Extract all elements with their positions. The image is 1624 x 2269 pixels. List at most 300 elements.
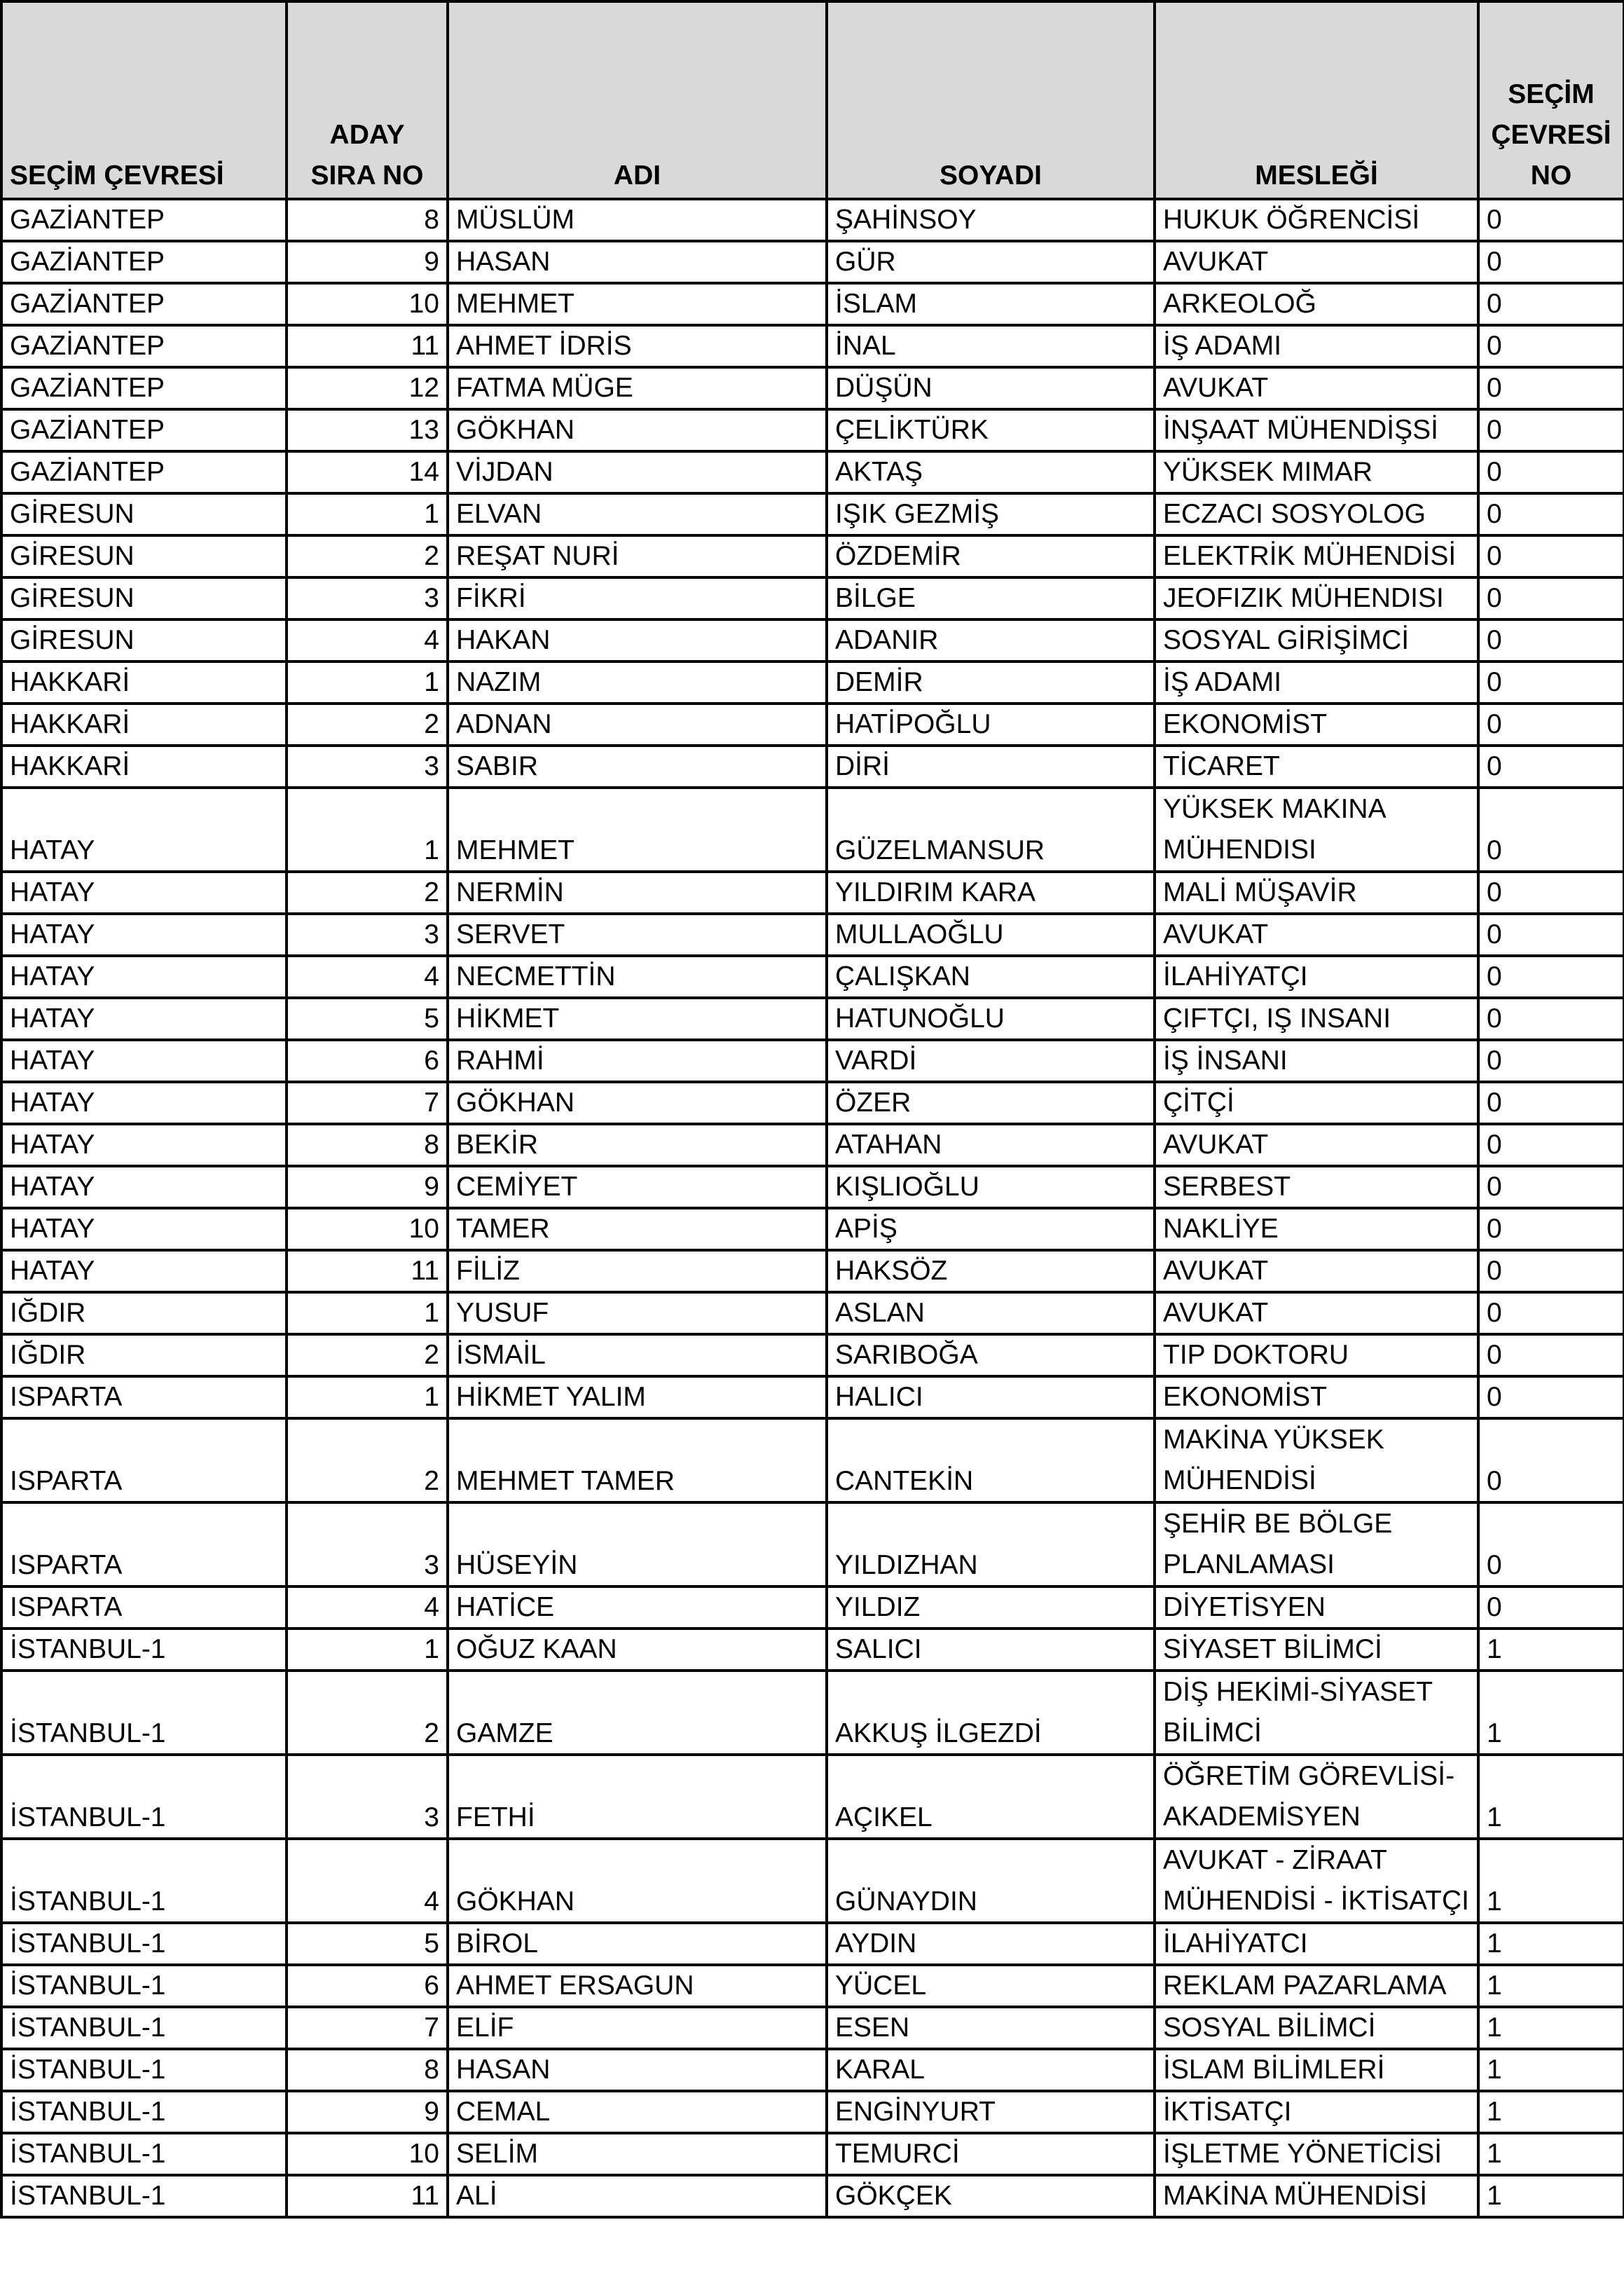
header-adi-label: ADI [613,160,661,191]
cell-aday-sira-no: 1 [287,1376,448,1418]
cell-meslegi [1155,241,1478,283]
table-row [1,1166,1624,1208]
cell-secim-cevresi: İSTANBUL-1 [1,2175,287,2217]
meslek-line: İKTİSATÇI [1163,2097,1292,2127]
cell-aday-sira-no: 10 [287,283,448,325]
cell-soyadi: ESEN [827,2007,1155,2049]
header-secim-cevresi-no-line: NO [1530,160,1572,191]
cell-aday-sira-no: 10 [287,1208,448,1250]
table-row [1,1586,1624,1629]
meslek-line: İSLAM BİLİMLERİ [1163,2055,1385,2085]
cell-soyadi: ÇELİKTÜRK [827,409,1155,451]
meslek-line: ELEKTRİK MÜHENDİSİ [1163,541,1457,571]
cell-secim-cevresi-no: 1 [1478,1923,1624,1965]
cell-aday-sira-no: 5 [287,1923,448,1965]
cell-secim-cevresi-no: 1 [1478,2133,1624,2175]
cell-secim-cevresi-no: 0 [1478,577,1624,619]
header-row [1,1,1624,199]
cell-soyadi: BİLGE [827,577,1155,619]
meslek-line: TIP DOKTORU [1163,1340,1349,1370]
table-row [1,1208,1624,1250]
cell-adi: HASAN [448,241,827,283]
cell-aday-sira-no: 11 [287,1250,448,1292]
cell-soyadi: İNAL [827,325,1155,367]
cell-meslegi [1155,788,1478,872]
meslek-line: AVUKAT [1163,247,1269,277]
cell-meslegi [1155,2049,1478,2091]
table-row [1,788,1624,872]
cell-secim-cevresi: İSTANBUL-1 [1,2049,287,2091]
meslek-line: AVUKAT [1163,1130,1269,1160]
table-row [1,1839,1624,1923]
cell-secim-cevresi: HATAY [1,1250,287,1292]
cell-secim-cevresi: GAZİANTEP [1,325,287,367]
cell-adi: AHMET İDRİS [448,325,827,367]
table-row [1,661,1624,704]
cell-meslegi [1155,1040,1478,1082]
cell-adi: HÜSEYİN [448,1502,827,1586]
meslek-line: SİYASET BİLİMCİ [1163,1634,1382,1664]
cell-adi: FİKRİ [448,577,827,619]
cell-adi: CEMAL [448,2091,827,2133]
cell-aday-sira-no: 9 [287,241,448,283]
header-soyadi-label: SOYADI [940,160,1042,191]
cell-secim-cevresi-no: 0 [1478,367,1624,409]
cell-secim-cevresi-no: 0 [1478,1376,1624,1418]
table-row [1,409,1624,451]
cell-secim-cevresi-no: 1 [1478,1965,1624,2007]
cell-secim-cevresi-no: 0 [1478,199,1624,241]
cell-aday-sira-no: 1 [287,1292,448,1334]
cell-aday-sira-no: 9 [287,1166,448,1208]
cell-secim-cevresi-no: 0 [1478,1166,1624,1208]
cell-aday-sira-no: 3 [287,746,448,788]
cell-aday-sira-no: 4 [287,1586,448,1629]
cell-secim-cevresi: HAKKARİ [1,661,287,704]
cell-soyadi: ENGİNYURT [827,2091,1155,2133]
meslek-line: TİCARET [1163,751,1280,781]
table-row [1,872,1624,914]
cell-adi: CEMİYET [448,1166,827,1208]
cell-aday-sira-no: 8 [287,1124,448,1166]
cell-adi: NAZIM [448,661,827,704]
cell-secim-cevresi: HAKKARİ [1,704,287,746]
cell-meslegi [1155,1755,1478,1839]
table-row [1,1124,1624,1166]
cell-adi: VİJDAN [448,451,827,493]
cell-adi: NECMETTİN [448,956,827,998]
cell-secim-cevresi-no: 0 [1478,283,1624,325]
cell-secim-cevresi: HATAY [1,788,287,872]
cell-secim-cevresi-no: 0 [1478,1208,1624,1250]
cell-soyadi: YILDIZ [827,1586,1155,1629]
cell-soyadi: AYDIN [827,1923,1155,1965]
header-secim-cevresi-label: SEÇİM ÇEVRESİ [10,160,224,191]
cell-meslegi [1155,1376,1478,1418]
cell-soyadi: AKTAŞ [827,451,1155,493]
cell-adi: GAMZE [448,1671,827,1755]
table-row [1,535,1624,577]
cell-secim-cevresi-no: 0 [1478,1292,1624,1334]
cell-secim-cevresi-no: 0 [1478,409,1624,451]
cell-secim-cevresi: HATAY [1,1040,287,1082]
cell-aday-sira-no: 2 [287,1418,448,1502]
table-row [1,1334,1624,1376]
cell-meslegi [1155,1923,1478,1965]
meslek-line: MALİ MÜŞAVİR [1163,877,1357,907]
cell-secim-cevresi-no: 0 [1478,1082,1624,1124]
cell-aday-sira-no: 6 [287,1965,448,2007]
cell-soyadi: DEMİR [827,661,1155,704]
cell-aday-sira-no: 1 [287,788,448,872]
cell-aday-sira-no: 7 [287,1082,448,1124]
cell-secim-cevresi: İSTANBUL-1 [1,1965,287,2007]
cell-secim-cevresi: GİRESUN [1,535,287,577]
cell-adi: REŞAT NURİ [448,535,827,577]
header-soyadi [827,1,1155,199]
meslek-line: ÇİTÇİ [1163,1088,1234,1118]
cell-secim-cevresi-no: 1 [1478,1755,1624,1839]
cell-meslegi [1155,577,1478,619]
cell-secim-cevresi-no: 0 [1478,451,1624,493]
cell-secim-cevresi-no: 1 [1478,2007,1624,2049]
cell-meslegi [1155,1124,1478,1166]
cell-aday-sira-no: 4 [287,1839,448,1923]
cell-meslegi [1155,1839,1478,1923]
cell-secim-cevresi-no: 0 [1478,619,1624,661]
table-row [1,1376,1624,1418]
meslek-line: MÜHENDİSİ [1163,1465,1316,1495]
cell-soyadi: KIŞLIOĞLU [827,1166,1155,1208]
cell-adi: HATİCE [448,1586,827,1629]
cell-secim-cevresi-no: 0 [1478,872,1624,914]
cell-soyadi: ASLAN [827,1292,1155,1334]
cell-aday-sira-no: 1 [287,661,448,704]
cell-adi: NERMİN [448,872,827,914]
cell-meslegi [1155,1418,1478,1502]
cell-adi: SELİM [448,2133,827,2175]
cell-meslegi [1155,325,1478,367]
header-secim-cevresi-no [1478,1,1624,199]
cell-secim-cevresi: HATAY [1,1082,287,1124]
cell-secim-cevresi: İSTANBUL-1 [1,2091,287,2133]
cell-secim-cevresi-no: 0 [1478,325,1624,367]
cell-soyadi: ATAHAN [827,1124,1155,1166]
meslek-line: ECZACI SOSYOLOG [1163,499,1426,529]
meslek-line: SERBEST [1163,1172,1291,1202]
table-row [1,914,1624,956]
cell-secim-cevresi-no: 1 [1478,2049,1624,2091]
meslek-line: İŞ İNSANI [1163,1046,1288,1076]
meslek-line: SOSYAL GİRİŞİMCİ [1163,625,1410,655]
cell-soyadi: ÇALIŞKAN [827,956,1155,998]
meslek-line: DİYETİSYEN [1163,1592,1326,1622]
cell-soyadi: CANTEKİN [827,1418,1155,1502]
cell-adi: GÖKHAN [448,409,827,451]
cell-adi: HİKMET [448,998,827,1040]
cell-secim-cevresi: İSTANBUL-1 [1,1755,287,1839]
cell-secim-cevresi-no: 0 [1478,746,1624,788]
cell-soyadi: GÜZELMANSUR [827,788,1155,872]
cell-adi: MEHMET TAMER [448,1418,827,1502]
table-row [1,1755,1624,1839]
meslek-line: AVUKAT [1163,919,1269,950]
cell-meslegi [1155,1250,1478,1292]
table-row [1,704,1624,746]
cell-aday-sira-no: 6 [287,1040,448,1082]
cell-aday-sira-no: 8 [287,2049,448,2091]
cell-secim-cevresi: HAKKARİ [1,746,287,788]
meslek-line: AKADEMİSYEN [1163,1802,1361,1832]
cell-secim-cevresi-no: 0 [1478,1124,1624,1166]
cell-adi: ELİF [448,2007,827,2049]
cell-secim-cevresi-no: 0 [1478,1586,1624,1629]
cell-adi: TAMER [448,1208,827,1250]
meslek-line: MAKİNA MÜHENDİSİ [1163,2181,1428,2211]
cell-secim-cevresi: ISPARTA [1,1418,287,1502]
cell-meslegi [1155,956,1478,998]
header-meslegi-label: MESLEĞİ [1255,160,1378,191]
cell-aday-sira-no: 3 [287,1755,448,1839]
cell-secim-cevresi: GAZİANTEP [1,367,287,409]
table-row [1,2049,1624,2091]
cell-secim-cevresi-no: 0 [1478,956,1624,998]
meslek-line: MÜHENDISI [1163,835,1316,865]
cell-aday-sira-no: 3 [287,1502,448,1586]
cell-adi: SERVET [448,914,827,956]
cell-soyadi: GÜNAYDIN [827,1839,1155,1923]
cell-adi: MEHMET [448,788,827,872]
cell-aday-sira-no: 1 [287,493,448,535]
cell-soyadi: ŞAHİNSOY [827,199,1155,241]
meslek-line: PLANLAMASI [1163,1549,1335,1579]
meslek-line: İŞ ADAMI [1163,667,1282,697]
meslek-line: İŞ ADAMI [1163,331,1282,361]
cell-secim-cevresi-no: 0 [1478,1334,1624,1376]
cell-aday-sira-no: 4 [287,619,448,661]
cell-meslegi [1155,746,1478,788]
table-row [1,2175,1624,2217]
table-row [1,2091,1624,2133]
meslek-line: İNŞAAT MÜHENDİŞSİ [1163,415,1438,445]
cell-meslegi [1155,409,1478,451]
cell-secim-cevresi-no: 1 [1478,1671,1624,1755]
cell-secim-cevresi-no: 0 [1478,788,1624,872]
table-row [1,283,1624,325]
cell-secim-cevresi: GİRESUN [1,619,287,661]
table-row [1,1082,1624,1124]
cell-secim-cevresi-no: 0 [1478,241,1624,283]
cell-soyadi: AÇIKEL [827,1755,1155,1839]
cell-secim-cevresi: İSTANBUL-1 [1,2007,287,2049]
cell-meslegi [1155,199,1478,241]
cell-secim-cevresi: HATAY [1,1124,287,1166]
cell-soyadi: APİŞ [827,1208,1155,1250]
cell-meslegi [1155,872,1478,914]
cell-soyadi: YILDIRIM KARA [827,872,1155,914]
cell-meslegi [1155,1965,1478,2007]
meslek-line: REKLAM PAZARLAMA [1163,1970,1447,2001]
header-aday-sira-no [287,1,448,199]
cell-secim-cevresi-no: 1 [1478,1839,1624,1923]
meslek-line: İŞLETME YÖNETİCİSİ [1163,2139,1443,2169]
meslek-line: ÖĞRETİM GÖREVLİSİ- [1163,1761,1455,1791]
cell-soyadi: İSLAM [827,283,1155,325]
cell-secim-cevresi: ISPARTA [1,1586,287,1629]
cell-secim-cevresi: GAZİANTEP [1,199,287,241]
cell-adi: AHMET ERSAGUN [448,1965,827,2007]
cell-soyadi: KARAL [827,2049,1155,2091]
cell-secim-cevresi: İSTANBUL-1 [1,1671,287,1755]
cell-soyadi: ÖZER [827,1082,1155,1124]
cell-soyadi: GÜR [827,241,1155,283]
table-row [1,1502,1624,1586]
cell-aday-sira-no: 2 [287,1671,448,1755]
cell-meslegi [1155,1082,1478,1124]
cell-soyadi: HATUNOĞLU [827,998,1155,1040]
cell-adi: ADNAN [448,704,827,746]
meslek-line: YÜKSEK MIMAR [1163,457,1373,487]
table-row [1,2133,1624,2175]
cell-secim-cevresi-no: 0 [1478,998,1624,1040]
cell-meslegi [1155,2133,1478,2175]
cell-secim-cevresi-no: 0 [1478,1040,1624,1082]
cell-aday-sira-no: 3 [287,577,448,619]
cell-adi: FİLİZ [448,1250,827,1292]
cell-adi: OĞUZ KAAN [448,1629,827,1671]
cell-meslegi [1155,1208,1478,1250]
cell-secim-cevresi-no: 1 [1478,2091,1624,2133]
table-row [1,1923,1624,1965]
table-row [1,1629,1624,1671]
cell-soyadi: DÜŞÜN [827,367,1155,409]
table-row [1,493,1624,535]
table-row [1,199,1624,241]
table-row [1,325,1624,367]
cell-aday-sira-no: 1 [287,1629,448,1671]
table-row [1,577,1624,619]
cell-soyadi: ÖZDEMİR [827,535,1155,577]
cell-secim-cevresi-no: 1 [1478,2175,1624,2217]
cell-secim-cevresi: HATAY [1,1208,287,1250]
meslek-line: MÜHENDİSİ - İKTİSATÇI [1163,1886,1469,1916]
header-secim-cevresi-no-line: SEÇİM [1508,79,1595,109]
cell-meslegi [1155,2007,1478,2049]
cell-soyadi: HALICI [827,1376,1155,1418]
cell-meslegi [1155,535,1478,577]
cell-soyadi: IŞIK GEZMİŞ [827,493,1155,535]
cell-meslegi [1155,1502,1478,1586]
cell-secim-cevresi: IĞDIR [1,1334,287,1376]
cell-meslegi [1155,1629,1478,1671]
cell-secim-cevresi: HATAY [1,956,287,998]
cell-meslegi [1155,661,1478,704]
cell-meslegi [1155,1166,1478,1208]
cell-aday-sira-no: 4 [287,956,448,998]
cell-adi: YUSUF [448,1292,827,1334]
cell-secim-cevresi-no: 1 [1478,1629,1624,1671]
cell-secim-cevresi-no: 0 [1478,704,1624,746]
cell-aday-sira-no: 2 [287,1334,448,1376]
table-body [1,199,1624,2217]
meslek-line: EKONOMİST [1163,1382,1328,1412]
cell-secim-cevresi: GAZİANTEP [1,241,287,283]
cell-soyadi: SARIBOĞA [827,1334,1155,1376]
header-aday-sira-no-line: ADAY [329,120,405,150]
cell-secim-cevresi-no: 0 [1478,535,1624,577]
cell-soyadi: HAKSÖZ [827,1250,1155,1292]
cell-secim-cevresi-no: 0 [1478,914,1624,956]
meslek-line: İLAHİYATCI [1163,1928,1308,1959]
cell-soyadi: YILDIZHAN [827,1502,1155,1586]
cell-secim-cevresi: GİRESUN [1,493,287,535]
meslek-line: YÜKSEK MAKINA [1163,794,1386,824]
cell-aday-sira-no: 12 [287,367,448,409]
meslek-line: ARKEOLOĞ [1163,289,1316,319]
meslek-line: JEOFIZIK MÜHENDISI [1163,583,1444,613]
header-adi [448,1,827,199]
cell-meslegi [1155,493,1478,535]
table-row [1,241,1624,283]
cell-adi: BİROL [448,1923,827,1965]
cell-secim-cevresi-no: 0 [1478,493,1624,535]
cell-meslegi [1155,619,1478,661]
cell-aday-sira-no: 8 [287,199,448,241]
cell-adi: FATMA MÜGE [448,367,827,409]
cell-meslegi [1155,451,1478,493]
meslek-line: BİLİMCİ [1163,1718,1262,1748]
cell-adi: ALİ [448,2175,827,2217]
cell-meslegi [1155,283,1478,325]
table-row [1,451,1624,493]
cell-soyadi: DİRİ [827,746,1155,788]
cell-aday-sira-no: 14 [287,451,448,493]
cell-adi: ELVAN [448,493,827,535]
cell-aday-sira-no: 11 [287,2175,448,2217]
cell-secim-cevresi: HATAY [1,914,287,956]
table-row [1,1965,1624,2007]
meslek-line: EKONOMİST [1163,709,1328,739]
header-aday-sira-no-line: SIRA NO [310,160,424,191]
cell-meslegi [1155,1586,1478,1629]
meslek-line: SOSYAL BİLİMCİ [1163,2013,1376,2043]
cell-secim-cevresi: IĞDIR [1,1292,287,1334]
meslek-line: ŞEHİR BE BÖLGE [1163,1509,1393,1539]
cell-aday-sira-no: 7 [287,2007,448,2049]
meslek-line: MAKİNA YÜKSEK [1163,1425,1384,1455]
meslek-line: NAKLİYE [1163,1214,1279,1244]
cell-adi: FETHİ [448,1755,827,1839]
cell-aday-sira-no: 10 [287,2133,448,2175]
cell-secim-cevresi: GAZİANTEP [1,283,287,325]
cell-soyadi: GÖKÇEK [827,2175,1155,2217]
cell-aday-sira-no: 5 [287,998,448,1040]
cell-secim-cevresi-no: 0 [1478,661,1624,704]
cell-secim-cevresi: HATAY [1,872,287,914]
cell-adi: MEHMET [448,283,827,325]
table-row [1,956,1624,998]
cell-secim-cevresi: İSTANBUL-1 [1,1629,287,1671]
cell-aday-sira-no: 2 [287,704,448,746]
cell-soyadi: HATİPOĞLU [827,704,1155,746]
cell-adi: BEKİR [448,1124,827,1166]
cell-aday-sira-no: 3 [287,914,448,956]
cell-aday-sira-no: 2 [287,535,448,577]
cell-adi: HASAN [448,2049,827,2091]
meslek-line: AVUKAT [1163,1298,1269,1328]
cell-meslegi [1155,1671,1478,1755]
cell-aday-sira-no: 9 [287,2091,448,2133]
